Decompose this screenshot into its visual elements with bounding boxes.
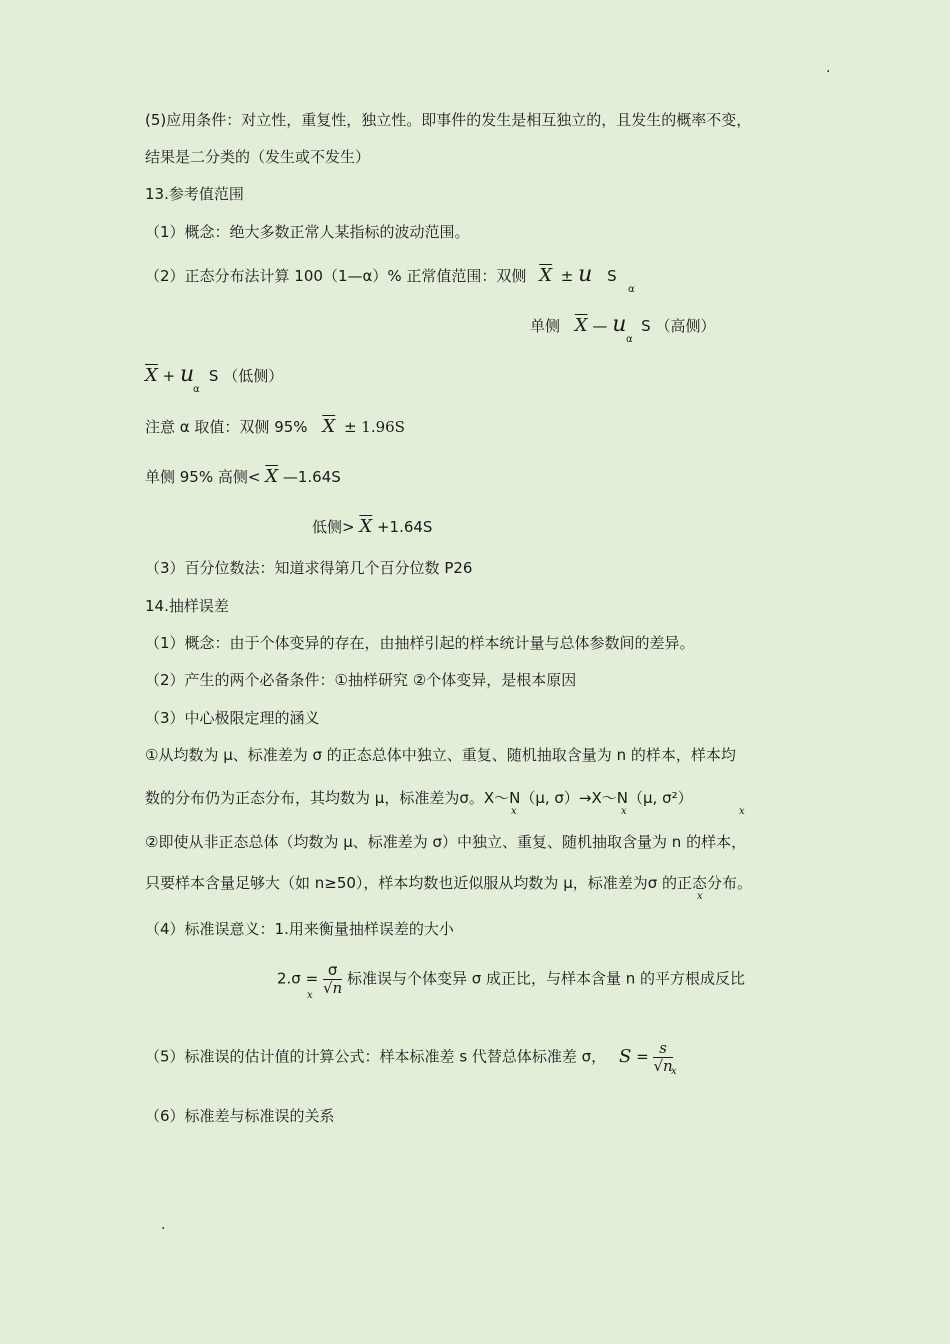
clt-point1-text: 数的分布仍为正态分布，其均数为 μ，标准差为σ: [145, 789, 469, 807]
clt-point1-line2: [145, 788, 693, 808]
single-low-formula: [145, 362, 284, 387]
x-subscript: x: [511, 806, 517, 817]
clt-point2-end: 的正态分布。: [662, 874, 753, 892]
single-95-high-value: —1.64S: [282, 468, 341, 486]
x-subscript: x: [671, 1066, 677, 1077]
page-bottom-dot: .: [161, 1217, 166, 1233]
page-corner-dot: .: [826, 60, 831, 76]
clt-point2-line1: ②即使从非正态总体（均数为 μ、标准差为 σ）中独立、重复、随机抽取含量为 n 的样本，: [145, 833, 747, 851]
clt-heading: （3）中心极限定理的涵义: [145, 709, 320, 727]
standard-error-meaning: （4）标准误意义：1.用来衡量抽样误差的大小: [145, 920, 454, 938]
u-symbol: u: [612, 312, 627, 337]
section-14-heading: 14.抽样误差: [145, 597, 229, 615]
xbar-symbol: $\overline{X}$: [322, 416, 336, 437]
equals-sign: =: [636, 1047, 649, 1066]
xbar-symbol: $\overline{X}$: [145, 365, 158, 386]
section-13-heading: 13.参考值范围: [145, 185, 244, 203]
fraction-denominator: √n: [322, 978, 343, 997]
s-xbar-symbol: S: [618, 1045, 632, 1067]
xbar-symbol: $\overline{X}$: [539, 265, 553, 286]
u-symbol: u: [179, 362, 195, 387]
reference-range-concept: （1）概念：绝大多数正常人某指标的波动范围。: [145, 223, 470, 241]
xbar-symbol: $\overline{X}$: [359, 516, 373, 537]
sd-se-relation: （6）标准差与标准误的关系: [145, 1107, 335, 1125]
se-formula-text: 标准误与个体变异 σ 成正比，与样本含量 n 的平方根成反比: [346, 969, 746, 988]
two-sided-95-value: ± 1.96S: [343, 418, 405, 436]
se-estimate-text: （5）标准误的估计值的计算公式：样本标准差 s 代替总体标准差 σ，: [145, 1047, 607, 1066]
clt-point1-end: ²）: [671, 789, 693, 807]
alpha-note-line: [145, 417, 405, 437]
minus-sign: —: [592, 317, 608, 335]
s-symbol: S: [641, 317, 651, 335]
high-side-label: （高侧）: [655, 317, 716, 335]
x-subscript: x: [307, 990, 313, 1001]
fraction-numerator: s: [653, 1040, 672, 1058]
clt-point1-line1: ①从均数为 μ、标准差为 σ 的正态总体中独立、重复、随机抽取含量为 n 的样本，样本均: [145, 746, 736, 764]
single-95-high-line: [145, 467, 341, 487]
clt-point1-arrow: ）→X～N（μ, σ: [563, 789, 672, 807]
sampling-error-conditions: （2）产生的两个必备条件：①抽样研究 ②个体变异，是根本原因: [145, 671, 577, 689]
alpha-subscript: α: [193, 384, 200, 395]
equals-sign: =: [305, 969, 319, 988]
fraction-denominator: √n: [653, 1056, 673, 1075]
single-high-formula: [530, 312, 716, 337]
u-symbol: u: [578, 262, 593, 287]
x-subscript: x: [739, 806, 745, 817]
alpha-subscript: α: [628, 284, 635, 295]
clt-point2-line2: [145, 873, 752, 893]
single-95-low-line: [312, 517, 432, 537]
single-95-low-text: 低侧>: [312, 518, 355, 536]
sigma-over-root-n: [323, 962, 342, 996]
normal-method-text: （2）正态分布法计算 100（1—α）% 正常值范围：双侧: [145, 267, 527, 285]
application-conditions-line1: (5)应用条件：对立性，重复性，独立性。即事件的发生是相互独立的，且发生的概率不变，: [145, 111, 752, 129]
s-symbol: S: [208, 367, 219, 385]
xbar-symbol: $\overline{X}$: [265, 466, 279, 487]
single-95-high-text: 单侧 95% 高侧<: [145, 468, 261, 486]
fraction-numerator: σ: [323, 962, 342, 980]
single-95-low-value: +1.64S: [376, 518, 433, 536]
clt-point1-dist: 。X～N（μ, σ: [468, 789, 564, 807]
percentile-method: （3）百分位数法：知道求得第几个百分位数 P26: [145, 559, 473, 577]
se-estimate-line: [145, 1040, 673, 1074]
xbar-symbol: $\overline{X}$: [574, 315, 588, 336]
sampling-error-concept: （1）概念：由于个体变异的存在，由抽样引起的样本统计量与总体参数间的差异。: [145, 634, 695, 652]
normal-method-line: [145, 262, 617, 287]
plus-sign: +: [162, 367, 176, 385]
application-conditions-line2: 结果是二分类的（发生或不发生）: [145, 148, 371, 166]
x-subscript: x: [697, 891, 703, 902]
low-side-label: （低侧）: [223, 367, 284, 385]
se-formula-line: [277, 962, 745, 996]
x-subscript: x: [621, 806, 627, 817]
alpha-subscript: α: [626, 334, 633, 345]
alpha-note-text: 注意 α 取值：双侧 95%: [145, 418, 308, 436]
s-over-root-n: [653, 1040, 672, 1074]
clt-point2-text: 只要样本含量足够大（如 n≥50），样本均数也近似服从均数为 μ，标准差为σ: [145, 874, 658, 892]
se-formula-sigma: 2.σ: [277, 969, 301, 988]
single-label: 单侧: [530, 317, 561, 335]
plus-minus-sign: ±: [560, 267, 574, 285]
s-symbol: S: [607, 267, 617, 285]
